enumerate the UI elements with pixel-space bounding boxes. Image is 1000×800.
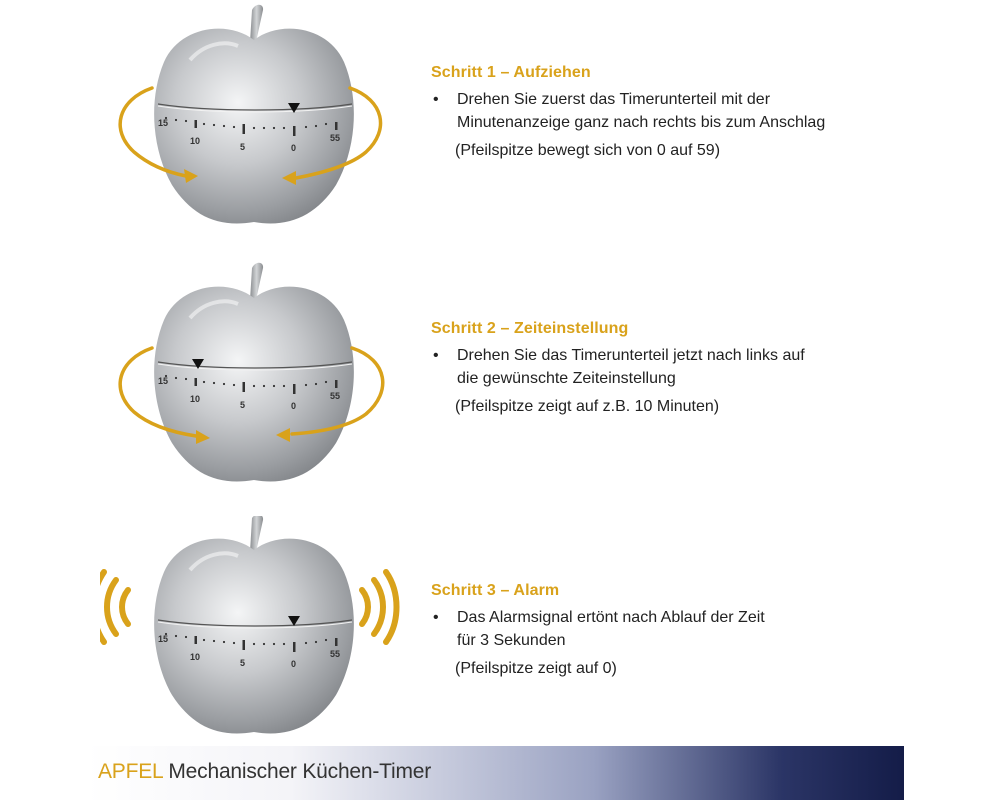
step-instructions	[431, 64, 951, 162]
dial-label: 55	[330, 133, 341, 143]
bullet-marker: •	[433, 609, 439, 626]
step-3	[0, 516, 1000, 776]
step-note: (Pfeilspitze zeigt auf 0)	[455, 660, 617, 677]
dial-label: 0	[291, 659, 297, 669]
dial-label: 5	[240, 400, 246, 410]
dial-label: 5	[240, 142, 246, 152]
step-instructions	[431, 582, 951, 680]
apple-timer-illustration	[100, 258, 420, 518]
step-title: Schritt 1 – Aufziehen	[431, 64, 591, 81]
brand-name: APFEL	[98, 760, 163, 783]
step-1	[0, 0, 1000, 260]
footer-title	[98, 760, 431, 784]
bullet-marker: •	[433, 91, 439, 108]
dial-label: 55	[330, 391, 341, 401]
bullet-text: Drehen Sie das Timerunterteil jetzt nach links auf die gewünschte Zeiteinstellung	[457, 347, 805, 387]
dial-label: 15	[158, 634, 169, 644]
step-instructions	[431, 320, 951, 418]
step-bullet	[431, 344, 951, 390]
dial-label: 10	[190, 394, 201, 404]
step-title: Schritt 2 – Zeiteinstellung	[431, 320, 629, 337]
apple-timer-illustration	[100, 0, 420, 260]
dial-label: 0	[291, 143, 297, 153]
dial-label: 10	[190, 136, 201, 146]
step-note: (Pfeilspitze bewegt sich von 0 auf 59)	[455, 142, 721, 159]
product-subtitle: Mechanischer Küchen-Timer	[168, 760, 432, 783]
apple-timer-illustration	[100, 516, 420, 776]
dial-label: 55	[330, 649, 341, 659]
bullet-text: Das Alarmsignal ertönt nach Ablauf der Zeit für 3 Sekunden	[457, 609, 765, 649]
step-bullet	[431, 606, 951, 652]
step-title: Schritt 3 – Alarm	[431, 582, 560, 599]
bullet-text: Drehen Sie zuerst das Timerunterteil mit der Minutenanzeige ganz nach rechts bis zum Anschlag	[457, 91, 826, 131]
step-bullet	[431, 88, 951, 134]
dial-label: 10	[190, 652, 201, 662]
footer-banner	[86, 746, 904, 800]
dial-label: 0	[291, 401, 297, 411]
step-2	[0, 258, 1000, 518]
dial-label: 15	[158, 376, 169, 386]
bullet-marker: •	[433, 347, 439, 364]
dial-label: 5	[240, 658, 246, 668]
step-note: (Pfeilspitze zeigt auf z.B. 10 Minuten)	[455, 398, 720, 415]
dial-label: 15	[158, 118, 169, 128]
